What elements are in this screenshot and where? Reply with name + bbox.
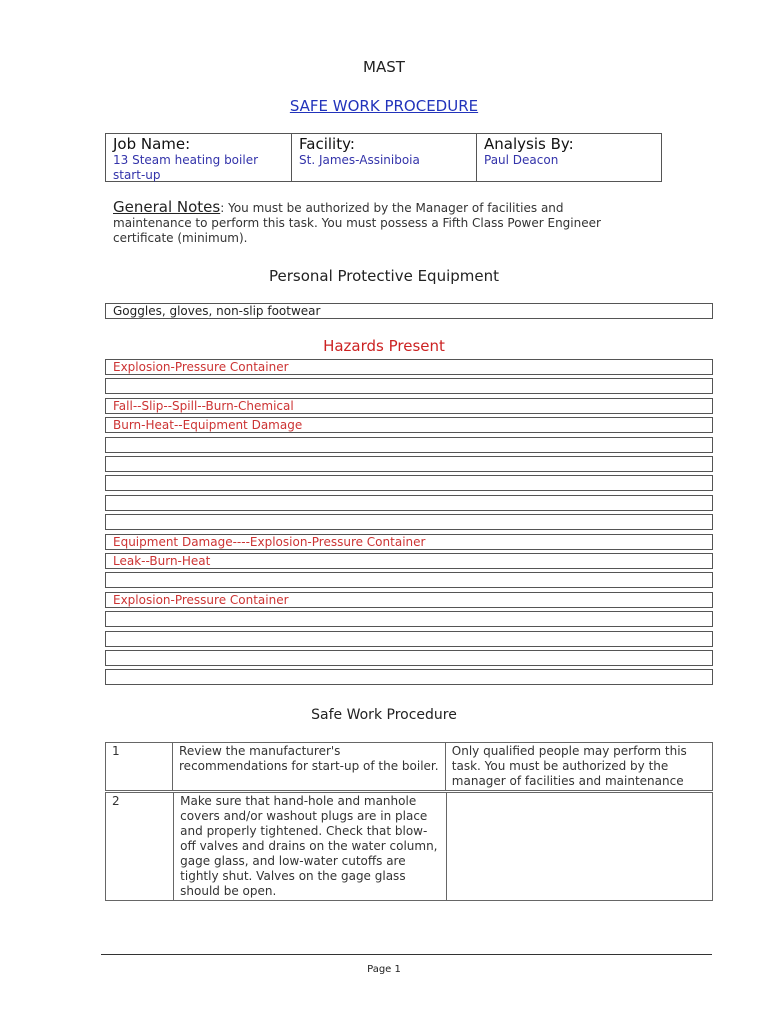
hazard-row xyxy=(105,572,713,588)
hazard-row: Burn-Heat--Equipment Damage xyxy=(105,417,713,433)
hazard-row: Leak--Burn-Heat xyxy=(105,553,713,569)
facility-value: St. James-Assiniboia xyxy=(299,153,420,167)
job-name-cell xyxy=(106,134,292,181)
analysis-label: Analysis By: xyxy=(484,135,574,153)
step-number: 1 xyxy=(106,743,173,791)
footer-divider xyxy=(101,954,712,955)
hazard-row xyxy=(105,475,713,491)
hazard-row xyxy=(105,378,713,394)
hazards-heading: Hazards Present xyxy=(323,337,445,355)
general-notes-text: : You must be authorized by the Manager of facilities and maintenance to perform this task. You must possess a Fifth Class Power Engineer certificate (minimum). xyxy=(113,201,601,245)
hazard-row xyxy=(105,514,713,530)
document-subtitle xyxy=(0,96,768,115)
analysis-cell xyxy=(477,134,661,181)
job-name-label: Job Name: xyxy=(113,135,191,153)
procedure-heading: Safe Work Procedure xyxy=(311,707,457,723)
job-name-value: 13 Steam heating boiler start-up xyxy=(113,153,259,182)
hazard-row xyxy=(105,611,713,627)
facility-cell xyxy=(292,134,477,181)
procedure-step xyxy=(105,792,713,901)
hazard-row xyxy=(105,631,713,647)
hazard-row xyxy=(105,650,713,666)
step-note: Only qualified people may perform this task. You must be authorized by the manager of facilities and maintenance xyxy=(445,743,712,791)
hazard-row: Explosion-Pressure Container xyxy=(105,359,713,375)
hazard-row xyxy=(105,669,713,685)
hazard-row xyxy=(105,437,713,453)
subtitle-text: SAFE WORK PROCEDURE xyxy=(289,97,479,115)
ppe-heading: Personal Protective Equipment xyxy=(268,267,500,285)
hazard-row xyxy=(105,495,713,511)
hazard-row: Equipment Damage----Explosion-Pressure Container xyxy=(105,534,713,550)
facility-label: Facility: xyxy=(299,135,355,153)
ppe-value: Goggles, gloves, non-slip footwear xyxy=(105,303,713,319)
hazard-row: Fall--Slip--Spill--Burn-Chemical xyxy=(105,398,713,414)
general-notes-heading: General Notes xyxy=(113,198,221,216)
general-notes xyxy=(113,200,643,246)
job-info-table xyxy=(105,133,662,182)
hazard-row xyxy=(105,456,713,472)
page-number: Page 1 xyxy=(367,964,401,975)
procedure-step xyxy=(105,742,713,791)
step-text: Make sure that hand-hole and manhole covers and/or washout plugs are in place and properly tightened. Check that blow-off valves and drains on the water column, gage glass, and low-water cutoffs are tightly shut. Valves on the gage glass should be open. xyxy=(174,793,447,901)
document-title: MAST xyxy=(363,58,405,76)
analysis-value: Paul Deacon xyxy=(484,153,559,167)
hazard-row: Explosion-Pressure Container xyxy=(105,592,713,608)
step-note xyxy=(447,793,713,901)
step-text: Review the manufacturer's recommendations for start-up of the boiler. xyxy=(173,743,446,791)
step-number: 2 xyxy=(106,793,174,901)
